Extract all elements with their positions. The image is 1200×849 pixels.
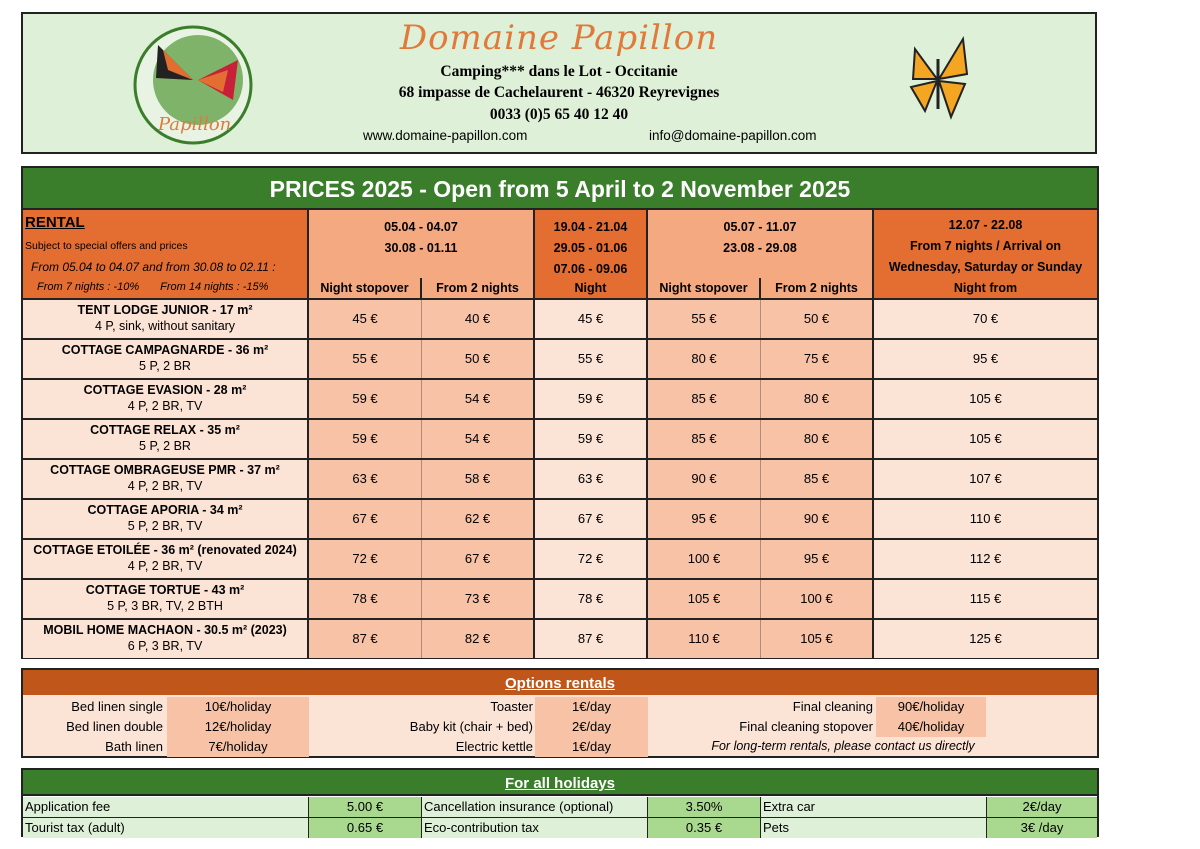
price-cell: 54 € xyxy=(422,380,535,418)
option-label: Electric kettle xyxy=(455,739,533,754)
column-header: From 2 nights xyxy=(422,278,535,298)
price-cell: 40 € xyxy=(422,300,535,338)
options-table xyxy=(21,668,1099,758)
option-label: Baby kit (chair + bed) xyxy=(409,719,533,734)
price-cell: 55 € xyxy=(309,340,422,378)
accommodation-description: 5 P, 2 BR xyxy=(139,359,191,373)
price-cell: 85 € xyxy=(648,380,761,418)
fee-value: 3.50% xyxy=(648,797,761,817)
price-cell: 105 € xyxy=(648,580,761,618)
price-cell: 82 € xyxy=(422,620,535,658)
logo-text: Papillon xyxy=(158,114,232,135)
holidays-title: For all holidays xyxy=(23,770,1097,796)
price-cell: 105 € xyxy=(874,380,1097,418)
option-value: 40€/holiday xyxy=(876,717,986,737)
price-cell: 45 € xyxy=(309,300,422,338)
option-label: Bed linen double xyxy=(66,719,163,734)
brand-name: Domaine Papillon xyxy=(399,18,719,58)
price-cell: 70 € xyxy=(874,300,1097,338)
accommodation-cell xyxy=(23,460,309,498)
accommodation-description: 5 P, 2 BR xyxy=(139,439,191,453)
accommodation-name: TENT LODGE JUNIOR - 17 m² xyxy=(77,303,253,317)
price-cell: 62 € xyxy=(422,500,535,538)
header-subtitle: Camping*** dans le Lot - Occitanie xyxy=(440,63,678,80)
accommodation-name: COTTAGE ETOILÉE - 36 m² (renovated 2024) xyxy=(33,543,297,557)
period-dates: 19.04 - 21.04 xyxy=(553,220,628,234)
accommodation-description: 5 P, 3 BR, TV, 2 BTH xyxy=(107,599,223,613)
rental-period-note: From 05.04 to 04.07 and from 30.08 to 02.11 : xyxy=(31,260,276,274)
price-cell: 90 € xyxy=(648,460,761,498)
website-link[interactable]: www.domaine-papillon.com xyxy=(363,128,528,143)
period-dates: 07.06 - 09.06 xyxy=(553,262,628,276)
reduction-7-nights: From 7 nights : -10% xyxy=(37,281,140,293)
table-row xyxy=(23,380,1097,420)
fee-label: Eco-contribution tax xyxy=(422,818,648,838)
fee-value: 0.65 € xyxy=(309,818,422,838)
price-cell: 100 € xyxy=(648,540,761,578)
fee-label: Extra car xyxy=(761,797,987,817)
option-value: 7€/holiday xyxy=(167,737,309,757)
period-dates: 29.05 - 01.06 xyxy=(553,241,628,255)
fee-value: 3€ /day xyxy=(987,818,1097,838)
period-header xyxy=(874,210,1097,278)
accommodation-cell xyxy=(23,380,309,418)
holidays-row xyxy=(23,797,1097,818)
period-dates: 05.07 - 11.07 xyxy=(723,220,797,234)
option-value: 90€/holiday xyxy=(876,697,986,717)
rental-title: RENTAL xyxy=(25,214,85,231)
fee-value: 2€/day xyxy=(987,797,1097,817)
option-label: Toaster xyxy=(490,699,533,714)
price-cell: 58 € xyxy=(422,460,535,498)
accommodation-cell xyxy=(23,340,309,378)
price-rows xyxy=(23,298,1097,660)
option-label: Bed linen single xyxy=(71,699,163,714)
rental-reductions xyxy=(37,281,286,293)
price-cell: 90 € xyxy=(761,500,874,538)
prices-table xyxy=(21,166,1099,659)
price-cell: 95 € xyxy=(648,500,761,538)
price-cell: 85 € xyxy=(648,420,761,458)
price-cell: 59 € xyxy=(535,380,648,418)
table-row xyxy=(23,460,1097,500)
price-cell: 67 € xyxy=(309,500,422,538)
price-cell: 55 € xyxy=(648,300,761,338)
price-cell: 67 € xyxy=(422,540,535,578)
period-dates: 05.04 - 04.07 xyxy=(384,220,458,234)
price-cell: 80 € xyxy=(761,380,874,418)
period-header xyxy=(535,210,648,278)
price-cell: 95 € xyxy=(761,540,874,578)
option-value: 1€/day xyxy=(535,737,648,757)
fee-label: Application fee xyxy=(23,797,309,817)
column-header: Night stopover xyxy=(648,278,761,298)
option-value: 10€/holiday xyxy=(167,697,309,717)
period-dates: 30.08 - 01.11 xyxy=(384,241,458,255)
column-header: Night stopover xyxy=(309,278,422,298)
price-cell: 125 € xyxy=(874,620,1097,658)
price-cell: 75 € xyxy=(761,340,874,378)
period-header xyxy=(309,210,535,278)
price-cell: 72 € xyxy=(309,540,422,578)
table-row xyxy=(23,540,1097,580)
accommodation-cell xyxy=(23,500,309,538)
option-label: Final cleaning xyxy=(792,699,873,714)
period-header xyxy=(648,210,874,278)
fee-label: Tourist tax (adult) xyxy=(23,818,309,838)
table-row xyxy=(23,340,1097,380)
accommodation-cell xyxy=(23,540,309,578)
rental-subtitle: Subject to special offers and prices xyxy=(25,240,188,252)
price-cell: 59 € xyxy=(309,380,422,418)
price-cell: 105 € xyxy=(761,620,874,658)
price-cell: 85 € xyxy=(761,460,874,498)
period-note: From 7 nights / Arrival on xyxy=(910,239,1061,253)
butterfly-icon xyxy=(903,29,973,129)
price-cell: 54 € xyxy=(422,420,535,458)
period-dates: 12.07 - 22.08 xyxy=(948,218,1023,232)
price-cell: 87 € xyxy=(535,620,648,658)
accommodation-cell xyxy=(23,420,309,458)
reduction-14-nights: From 14 nights : -15% xyxy=(160,281,269,293)
long-term-note: For long-term rentals, please contact us directly xyxy=(711,739,975,753)
price-cell: 78 € xyxy=(535,580,648,618)
column-header: Night xyxy=(535,278,648,298)
accommodation-description: 6 P, 3 BR, TV xyxy=(127,639,203,653)
option-label: Final cleaning stopover xyxy=(739,719,873,734)
price-cell: 105 € xyxy=(874,420,1097,458)
option-value: 2€/day xyxy=(535,717,648,737)
accommodation-description: 4 P, 2 BR, TV xyxy=(127,399,203,413)
accommodation-description: 4 P, 2 BR, TV xyxy=(127,559,203,573)
table-row xyxy=(23,420,1097,460)
rental-header xyxy=(23,210,309,298)
fee-label: Cancellation insurance (optional) xyxy=(422,797,648,817)
price-cell: 63 € xyxy=(535,460,648,498)
accommodation-description: 4 P, 2 BR, TV xyxy=(127,479,203,493)
prices-title: PRICES 2025 - Open from 5 April to 2 November 2025 xyxy=(23,168,1097,210)
price-cell: 112 € xyxy=(874,540,1097,578)
accommodation-cell xyxy=(23,580,309,618)
price-cell: 59 € xyxy=(309,420,422,458)
price-cell: 72 € xyxy=(535,540,648,578)
price-cell: 95 € xyxy=(874,340,1097,378)
price-cell: 107 € xyxy=(874,460,1097,498)
price-cell: 67 € xyxy=(535,500,648,538)
accommodation-name: COTTAGE APORIA - 34 m² xyxy=(87,503,243,517)
option-label: Bath linen xyxy=(105,739,163,754)
price-cell: 110 € xyxy=(874,500,1097,538)
column-header: Night from xyxy=(874,278,1097,298)
table-row xyxy=(23,300,1097,340)
price-cell: 50 € xyxy=(761,300,874,338)
price-cell: 63 € xyxy=(309,460,422,498)
price-cell: 59 € xyxy=(535,420,648,458)
accommodation-name: COTTAGE TORTUE - 43 m² xyxy=(85,583,245,597)
price-cell: 87 € xyxy=(309,620,422,658)
holidays-row xyxy=(23,818,1097,838)
price-cell: 115 € xyxy=(874,580,1097,618)
accommodation-description: 4 P, sink, without sanitary xyxy=(94,319,236,333)
accommodation-cell xyxy=(23,620,309,658)
header-phone: 0033 (0)5 65 40 12 40 xyxy=(489,106,629,123)
header xyxy=(21,12,1097,154)
options-title: Options rentals xyxy=(23,670,1097,695)
column-header: From 2 nights xyxy=(761,278,874,298)
fee-value: 0.35 € xyxy=(648,818,761,838)
price-cell: 45 € xyxy=(535,300,648,338)
period-dates: 23.08 - 29.08 xyxy=(723,241,797,255)
accommodation-name: COTTAGE OMBRAGEUSE PMR - 37 m² xyxy=(50,463,280,477)
price-cell: 80 € xyxy=(761,420,874,458)
accommodation-name: COTTAGE EVASION - 28 m² xyxy=(83,383,247,397)
table-row xyxy=(23,500,1097,540)
table-row xyxy=(23,580,1097,620)
fee-label: Pets xyxy=(761,818,987,838)
period-note: Wednesday, Saturday or Sunday xyxy=(888,260,1083,274)
option-value: 1€/day xyxy=(535,697,648,717)
header-address: 68 impasse de Cachelaurent - 46320 Reyrevignes xyxy=(398,84,720,101)
price-cell: 110 € xyxy=(648,620,761,658)
price-cell: 78 € xyxy=(309,580,422,618)
price-cell: 50 € xyxy=(422,340,535,378)
holidays-table xyxy=(21,768,1099,837)
accommodation-description: 5 P, 2 BR, TV xyxy=(127,519,203,533)
option-value: 12€/holiday xyxy=(167,717,309,737)
accommodation-name: COTTAGE CAMPAGNARDE - 36 m² xyxy=(61,343,269,357)
fee-value: 5.00 € xyxy=(309,797,422,817)
price-cell: 80 € xyxy=(648,340,761,378)
price-cell: 100 € xyxy=(761,580,874,618)
accommodation-cell xyxy=(23,300,309,338)
price-cell: 73 € xyxy=(422,580,535,618)
price-cell: 55 € xyxy=(535,340,648,378)
accommodation-name: MOBIL HOME MACHAON - 30.5 m² (2023) xyxy=(43,623,287,637)
email-link[interactable]: info@domaine-papillon.com xyxy=(649,128,817,143)
accommodation-name: COTTAGE RELAX - 35 m² xyxy=(90,423,240,437)
table-row xyxy=(23,620,1097,660)
